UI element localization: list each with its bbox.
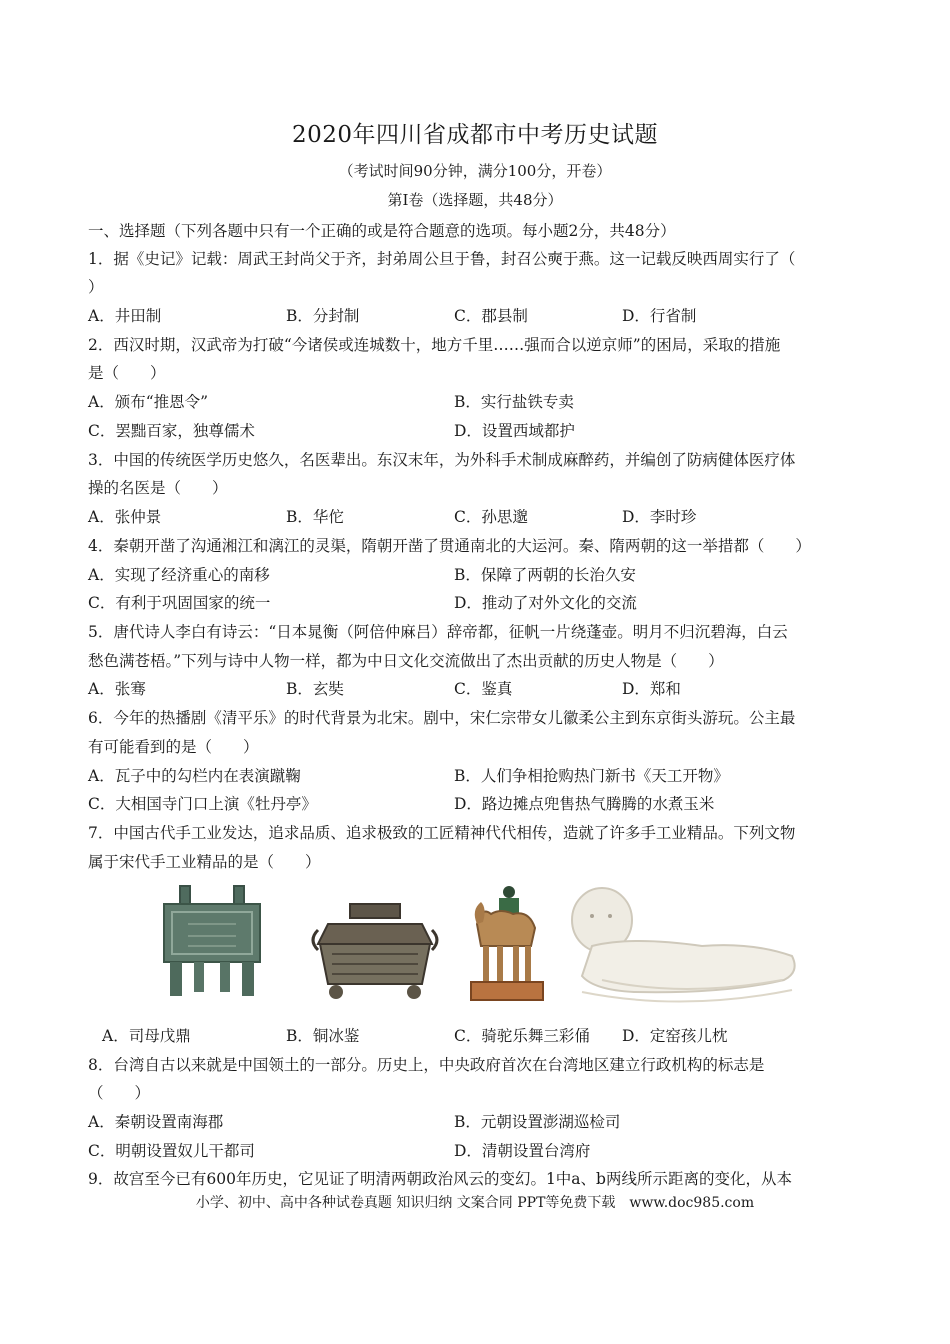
q1-option-a: A．井田制	[88, 307, 162, 325]
q1-option-b: B．分封制	[286, 307, 360, 325]
q5-option-c: C．鉴真	[454, 680, 513, 698]
question-2-stem: 2．西汉时期，汉武帝为打破“今诸侯或连城数十，地方千里……强而合以逆京师”的困局，采取的措施	[88, 336, 781, 354]
question-9-stem: 9．故宫至今已有600年历史，它见证了明清两朝政治风云的变幻。1中a、b两线所示距离的变化，从本	[88, 1170, 792, 1188]
q3-option-a: A．张仲景	[88, 508, 162, 526]
question-7-stem-cont: 属于宋代手工业精品的是（ ）	[88, 853, 321, 871]
q4-option-a: A．实现了经济重心的南移	[88, 566, 270, 584]
question-6-stem: 6．今年的热播剧《清平乐》的时代背景为北宋。剧中，宋仁宗带女儿徽柔公主到东京街头游玩。公主最	[88, 709, 796, 727]
ding-kiln-child-pillow-image	[562, 880, 804, 1010]
q3-option-c: C．孙思邈	[454, 508, 528, 526]
q3-option-d: D．李时珍	[622, 508, 697, 526]
question-8-stem: 8．台湾自古以来就是中国领土的一部分。历史上，中央政府首次在台湾地区建立行政机构的标志是	[88, 1056, 765, 1074]
q2-option-d: D．设置西域都护	[454, 422, 575, 440]
camel-tricolor-figurine-image	[469, 880, 545, 1006]
q5-option-d: D．郑和	[622, 680, 681, 698]
q8-option-d: D．清朝设置台湾府	[454, 1142, 591, 1160]
q8-option-b: B．元朝设置澎湖巡检司	[454, 1113, 621, 1131]
question-2-stem-cont: 是（ ）	[88, 364, 166, 382]
q2-option-a: A．颁布“推恩令”	[88, 393, 209, 411]
q7-option-a: A．司母戊鼎	[102, 1027, 191, 1045]
q1-option-d: D．行省制	[622, 307, 697, 325]
question-6-stem-cont: 有可能看到的是（ ）	[88, 738, 259, 756]
q2-option-c: C．罢黜百家，独尊儒术	[88, 422, 255, 440]
q6-option-b: B．人们争相抢购热门新书《天工开物》	[454, 767, 729, 785]
question-1-stem: 1．据《史记》记载：周武王封尚父于齐，封弟周公旦于鲁，封召公奭于燕。这一记载反映西周实行了（	[88, 250, 796, 268]
q8-option-a: A．秦朝设置南海郡	[88, 1113, 224, 1131]
q5-option-b: B．玄奘	[286, 680, 344, 698]
question-1-stem-cont: ）	[88, 278, 104, 296]
question-8-stem-cont: （ ）	[88, 1084, 151, 1102]
q4-option-c: C．有利于巩固国家的统一	[88, 594, 271, 612]
question-5-stem-cont: 愁色满苍梧。”下列与诗中人物一样，都为中日文化交流做出了杰出贡献的历史人物是（ ）	[88, 652, 724, 670]
question-5-stem: 5．唐代诗人李白有诗云：“日本晁衡（阿倍仲麻吕）辞帝都，征帆一片绕蓬壶。明月不归沉碧海，白云	[88, 623, 788, 641]
part-title: 第Ⅰ卷（选择题，共48分）	[387, 191, 563, 209]
page-footer: 小学、初中、高中各种试卷真题 知识归纳 文案合同 PPT等免费下载 www.doc985.com	[195, 1195, 755, 1211]
q7-option-d: D．定窑孩儿枕	[622, 1027, 728, 1045]
question-3-stem-cont: 操的名医是（ ）	[88, 479, 228, 497]
q4-option-d: D．推动了对外文化的交流	[454, 594, 637, 612]
q4-option-b: B．保障了两朝的长治久安	[454, 566, 636, 584]
q6-option-d: D．路边摊点兜售热气腾腾的水煮玉米	[454, 795, 715, 813]
section-heading: 一、选择题（下列各题中只有一个正确的或是符合题意的选项。每小题2分，共48分）	[88, 222, 676, 240]
page-title: 2020年四川省成都市中考历史试题	[291, 122, 659, 148]
q3-option-b: B．华佗	[286, 508, 344, 526]
bronze-ice-jian-image	[306, 900, 444, 1004]
q1-option-c: C．郡县制	[454, 307, 528, 325]
q5-option-a: A．张骞	[88, 680, 146, 698]
question-7-stem: 7．中国古代手工业发达，追求品质、追求极致的工匠精神代代相传，造就了许多手工业精品。下列文物	[88, 824, 796, 842]
q6-option-a: A．瓦子中的勾栏内在表演蹴鞠	[88, 767, 301, 785]
q7-option-b: B．铜冰鉴	[286, 1027, 360, 1045]
exam-info: （考试时间90分钟，满分100分，开卷）	[338, 162, 612, 180]
question-4-stem: 4．秦朝开凿了沟通湘江和漓江的灵渠，隋朝开凿了贯通南北的大运河。秦、隋两朝的这一举措都（ ）	[88, 537, 811, 555]
question-3-stem: 3．中国的传统医学历史悠久，名医辈出。东汉末年，为外科手术制成麻醉药，并编创了防病健体医疗体	[88, 451, 796, 469]
q8-option-c: C．明朝设置奴儿干都司	[88, 1142, 255, 1160]
q2-option-b: B．实行盐铁专卖	[454, 393, 574, 411]
q7-option-c: C．骑驼乐舞三彩俑	[454, 1027, 590, 1045]
simuwu-ding-image	[158, 878, 266, 1000]
q6-option-c: C．大相国寺门口上演《牡丹亭》	[88, 795, 317, 813]
